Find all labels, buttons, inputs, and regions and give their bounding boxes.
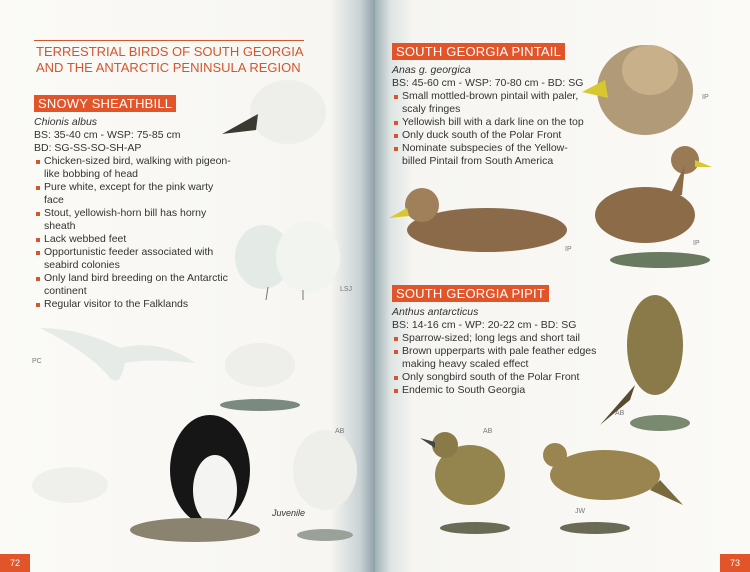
sheathbill-flying-photo [40,318,200,408]
sheathbill-photos [218,72,348,312]
bullet: Small mottled-brown pintail with paler, scaly fringes [392,90,592,116]
pipit-walking-photo [535,430,685,540]
distribution-info: BD: SG-SS-SO-SH-AP [34,142,142,154]
bullet-list [392,90,592,168]
photo-credit: LSJ [340,286,353,293]
pintail-head-photo [580,30,700,140]
bullet-list [392,332,597,397]
section-title-line: AND THE ANTARCTIC PENINSULA REGION [36,60,301,75]
pintail-standing-photo [590,135,720,270]
latin-name: Anthus antarcticus [392,306,479,318]
bullet: Only songbird south of the Polar Front [392,371,597,384]
photo-credit: PC [32,358,42,365]
size-info: BS: 35-40 cm - WSP: 75-85 cm [34,129,181,141]
photo-credit: AB [483,428,493,435]
photo-credit: JW [575,508,586,515]
species-pipit [392,285,597,397]
bullet: Only duck south of the Polar Front [392,129,592,142]
photo-credit: IP [702,94,709,101]
page-number: 73 [720,554,750,572]
bullet-list [34,155,234,311]
bullet: Opportunistic feeder associated with seabird colonies [34,246,234,272]
sheathbill-standing-photo [215,325,310,415]
bullet: Nominate subspecies of the Yellow-billed Pintail from South America [392,142,592,168]
species-name: SOUTH GEORGIA PIPIT [392,285,549,302]
bullet: Stout, yellowish-horn bill has horny sheath [34,207,234,233]
species-pintail [392,43,592,168]
species-sheathbill [34,95,234,311]
juvenile-label: Juvenile [272,508,306,518]
pipit-standing-photo [415,420,515,535]
photo-credit: IP [693,240,700,247]
bullet: Chicken-sized bird, walking with pigeon-like bobbing of head [34,155,234,181]
size-info: BS: 45-60 cm - WSP: 70-80 cm - BD: SG [392,77,584,89]
bullet: Yellowish bill with a dark line on the top [392,116,592,129]
right-page [375,0,750,572]
section-rule [34,40,304,41]
photo-credit: IP [565,246,572,253]
colony-photo [20,410,360,550]
page-number: 72 [0,554,30,572]
pintail-swimming-photo [387,180,572,260]
bullet: Brown upperparts with pale feather edges making heavy scaled effect [392,345,597,371]
species-name: SOUTH GEORGIA PINTAIL [392,43,565,60]
pipit-perched-photo [595,285,695,435]
latin-name: Chionis albus [34,116,98,128]
bullet: Endemic to South Georgia [392,384,597,397]
bullet: Lack webbed feet [34,233,234,246]
section-title-line: TERRESTRIAL BIRDS OF SOUTH GEORGIA [36,44,304,59]
bullet: Sparrow-sized; long legs and short tail [392,332,597,345]
bullet: Only land bird breeding on the Antarctic continent [34,272,234,298]
size-info: BS: 14-16 cm - WP: 20-22 cm - BD: SG [392,319,577,331]
photo-credit: AB [615,410,625,417]
species-name: SNOWY SHEATHBILL [34,95,176,112]
bullet: Pure white, except for the pink warty face [34,181,234,207]
latin-name: Anas g. georgica [392,64,471,76]
bullet: Regular visitor to the Falklands [34,298,234,311]
photo-credit: AB [335,428,345,435]
